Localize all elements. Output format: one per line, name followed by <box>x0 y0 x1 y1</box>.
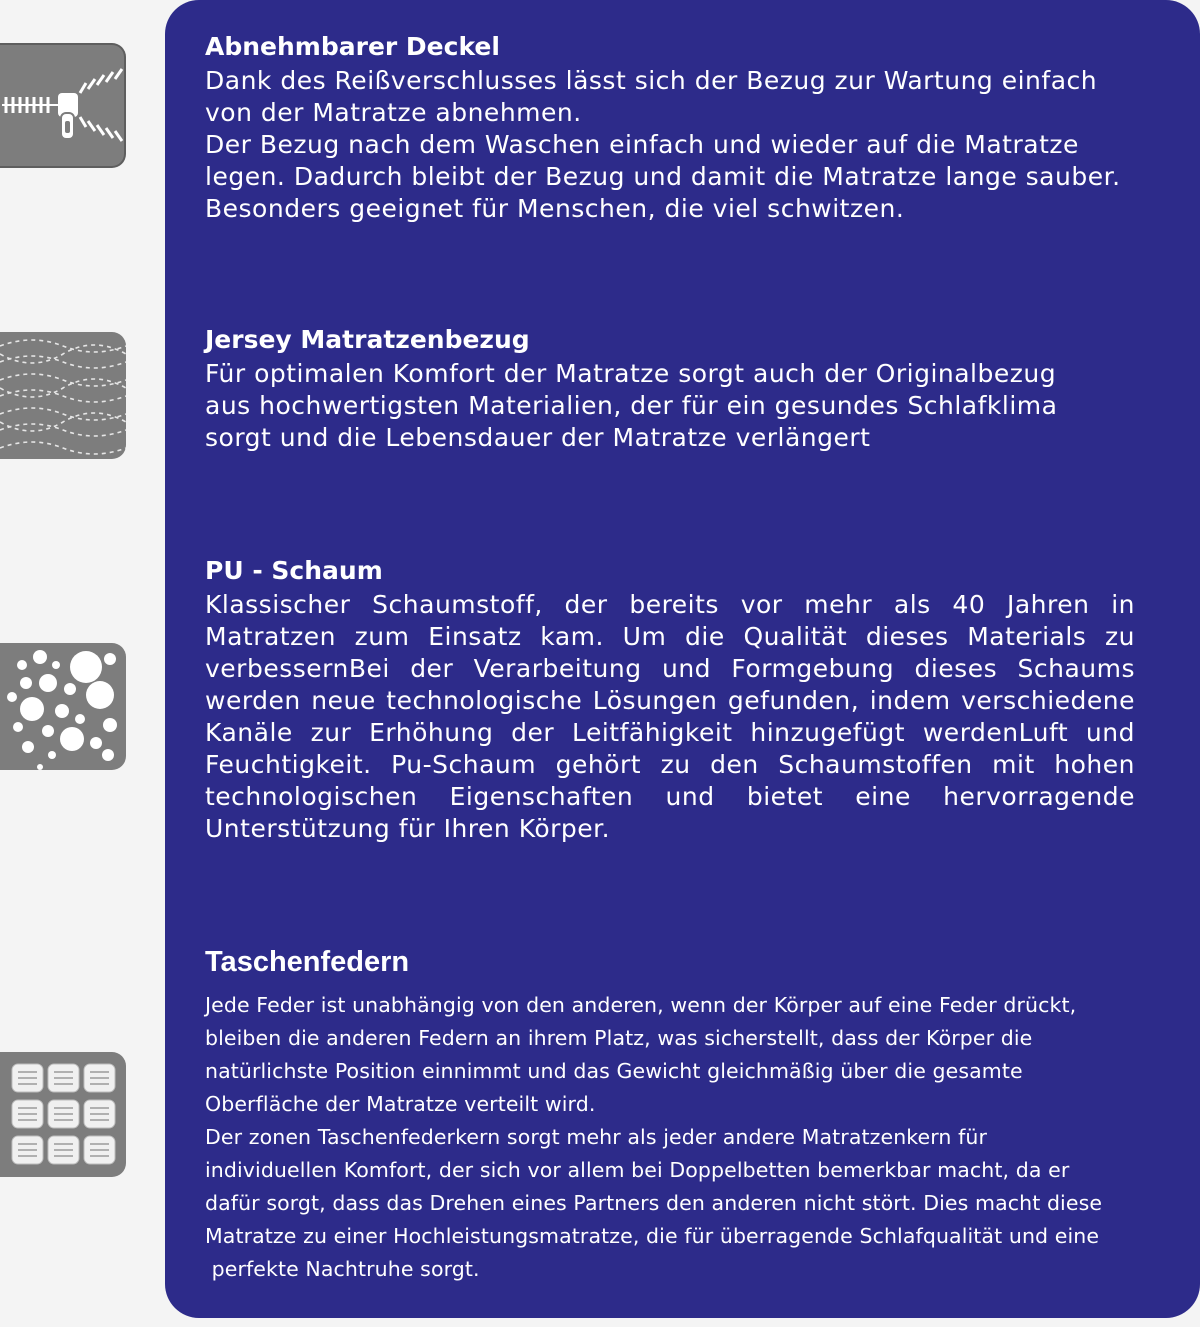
text-line: individuellen Komfort, der sich vor allem bei Doppelbetten bemerkbar macht, da er <box>205 1158 1070 1182</box>
section-title: Jersey Matratzenbezug <box>205 325 530 354</box>
text-line: aus hochwertigsten Materialien, der für ein gesundes Schlafklima <box>205 391 1058 420</box>
text-line: natürlichste Position einnimmt und das Gewicht gleichmäßig über die gesamte <box>205 1059 1023 1083</box>
zipper-icon <box>0 43 126 168</box>
section-text <box>205 989 1135 1286</box>
text-line: dafür sorgt, dass das Drehen eines Partners den anderen nicht stört. Dies macht diese <box>205 1191 1103 1215</box>
foam-bubbles-icon <box>0 643 126 770</box>
text-line: bleiben die anderen Federn an ihrem Platz, was sicherstellt, dass der Körper die <box>205 1026 1033 1050</box>
section-title: Taschenfedern <box>205 946 410 978</box>
text-line: Jede Feder ist unabhängig von den anderen, wenn der Körper auf eine Feder drückt, <box>205 993 1077 1017</box>
text-line: perfekte Nachtruhe sorgt. <box>205 1257 480 1281</box>
text-line: Besonders geeignet für Menschen, die viel schwitzen. <box>205 194 905 223</box>
text-paragraph: Klassischer Schaumstoff, der bereits vor mehr als 40 Jahren in Matratzen zum Einsatz kam. Um die Qualität dieses Materials zu verbessernBei der Verarbeitung und Formgebung dieses Schaums werden neue technologische Lösungen gefunden, indem verschiedene Kanäle zur Erhöhung der Leitfähigkeit hinzugefügt werdenLuft und Feuchtigkeit. Pu-Schaum gehört zu den Schaumstoffen mit hohen technologischen Eigenschaften und bietet eine hervorragende Unterstützung für Ihren Körper. <box>205 590 1135 843</box>
pocket-springs-icon <box>0 1052 126 1177</box>
text-line: legen. Dadurch bleibt der Bezug und damit die Matratze lange sauber. <box>205 162 1121 191</box>
jersey-fabric-icon <box>0 332 126 459</box>
section-jersey-matratzenbezug <box>205 325 1135 454</box>
text-line: Der zonen Taschenfederkern sorgt mehr als jeder andere Matratzenkern für <box>205 1125 988 1149</box>
text-line: von der Matratze abnehmen. <box>205 98 582 127</box>
section-title: Abnehmbarer Deckel <box>205 32 500 61</box>
features-panel <box>165 0 1200 1318</box>
section-text <box>205 589 1135 845</box>
section-taschenfedern <box>205 946 1135 1286</box>
text-line: Für optimalen Komfort der Matratze sorgt auch der Originalbezug <box>205 359 1057 388</box>
section-text <box>205 65 1135 225</box>
text-line: sorgt und die Lebensdauer der Matratze verlängert <box>205 423 871 452</box>
text-line: Dank des Reißverschlusses lässt sich der Bezug zur Wartung einfach <box>205 66 1098 95</box>
section-pu-schaum <box>205 556 1135 845</box>
section-title: PU - Schaum <box>205 556 383 585</box>
section-abnehmbarer-deckel <box>205 32 1135 225</box>
text-line: Der Bezug nach dem Waschen einfach und wieder auf die Matratze <box>205 130 1079 159</box>
section-text <box>205 358 1135 454</box>
text-line: Oberfläche der Matratze verteilt wird. <box>205 1092 596 1116</box>
text-line: Matratze zu einer Hochleistungsmatratze, die für überragende Schlafqualität und eine <box>205 1224 1100 1248</box>
